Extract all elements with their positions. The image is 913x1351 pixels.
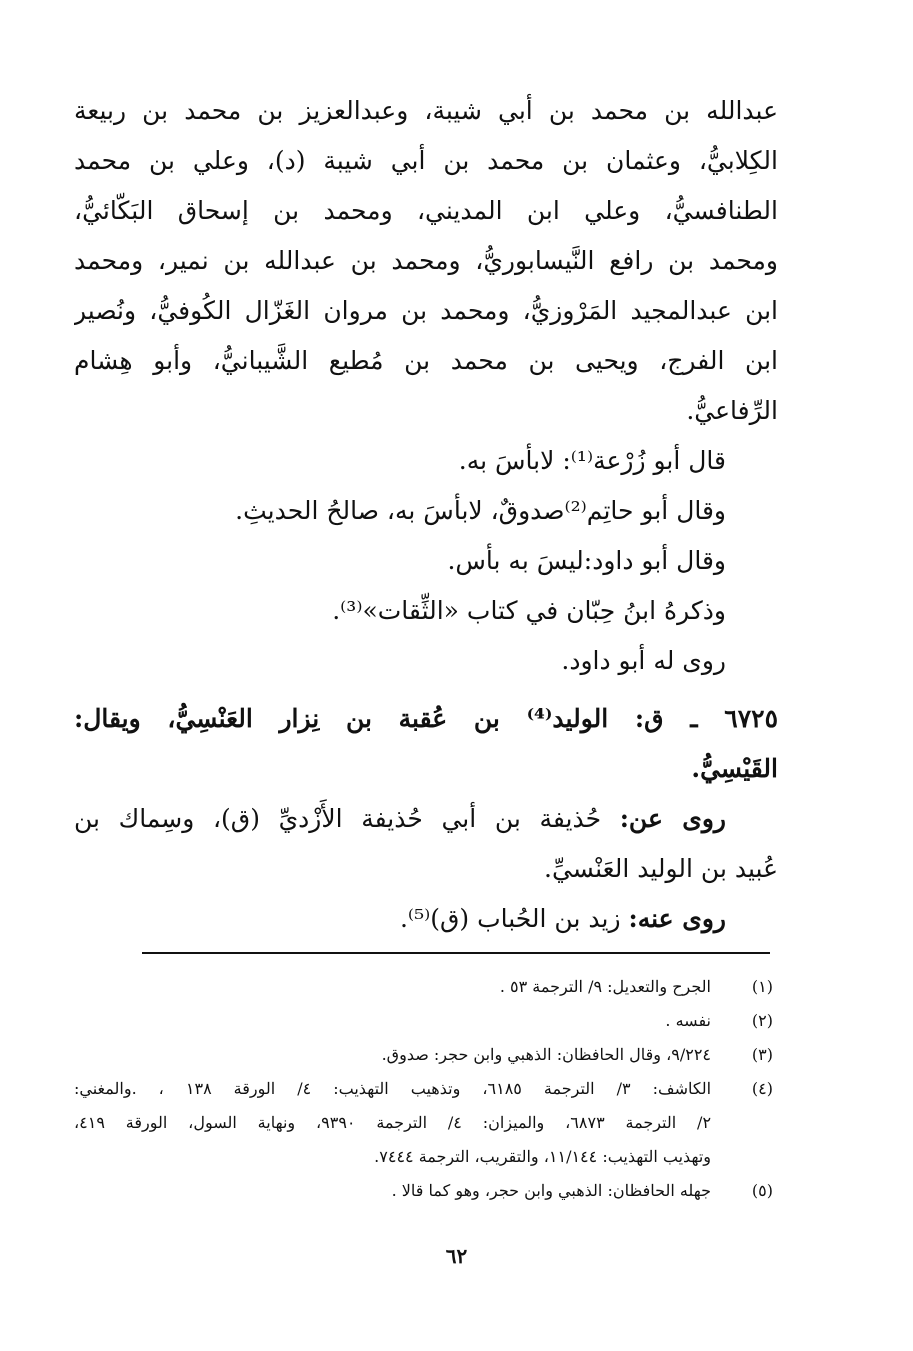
footnote-item xyxy=(74,1072,773,1106)
narrated-from-label: روى عن: xyxy=(619,804,726,833)
spacer xyxy=(74,686,778,694)
footnote-continuation: ٢/ الترجمة ٦٨٧٣، والميزان: ٤/ الترجمة ٩٣٩٠، ونهاية السول، الورقة ٤١٩، xyxy=(74,1113,712,1132)
text-line: الطنافسيُّ، وعلي ابن المديني، ومحمد بن إسحاق البَكّائيُّ، xyxy=(74,196,778,225)
footnote-text: نفسه . xyxy=(665,1011,711,1030)
saying-line: وذكرهُ ابنُ حِبّان في كتاب «الثِّقات»⁽³⁾. xyxy=(332,596,726,625)
footnotes xyxy=(74,970,773,1208)
footnote-item xyxy=(74,1004,773,1038)
narrated-from-line xyxy=(74,794,778,844)
saying-line: وقال أبو داود:ليسَ به بأس. xyxy=(447,546,726,575)
narrated-by-label: روى عنه: xyxy=(628,904,726,933)
footnote-number: (٢) xyxy=(751,1011,773,1030)
narrated-from-continuation: عُبيد بن الوليد العَنْسيِّ. xyxy=(544,854,778,883)
saying-line: قال أبو زُرْعة⁽¹⁾: لابأسَ به. xyxy=(458,446,726,475)
footnote-item xyxy=(74,970,773,1004)
footnote-divider xyxy=(142,952,770,954)
footnote-text: ٩/٢٢٤، وقال الحافظان: الذهبي وابن حجر: صدوق. xyxy=(381,1045,711,1064)
footnote-item xyxy=(74,1174,773,1208)
text-line: ابن عبدالمجيد المَرْوزيُّ، ومحمد بن مروان الغَزّال الكُوفيُّ، ونُصير xyxy=(74,296,778,325)
text-line: ومحمد بن رافع النَّيسابوريُّ، ومحمد بن عبدالله بن نمير، ومحمد xyxy=(74,246,778,275)
footnote-number: (٤) xyxy=(751,1079,773,1098)
saying-line: وقال أبو حاتِم⁽²⁾صدوقٌ، لابأسَ به، صالحُ الحديثِ. xyxy=(235,496,726,525)
narrated-by-text: زيد بن الحُباب (ق)⁽⁵⁾. xyxy=(399,904,621,933)
footnote-text: الجرح والتعديل: ٩/ الترجمة ٥٣ . xyxy=(499,977,711,996)
saying-line: روى له أبو داود. xyxy=(561,646,726,675)
footnote-text: جهله الحافظان: الذهبي وابن حجر، وهو كما قالا . xyxy=(391,1181,711,1200)
narrated-from-text: حُذيفة بن أبي حُذيفة الأَزْديِّ (ق)، وسِماك بن xyxy=(74,804,602,833)
footnote-text: الكاشف: ٣/ الترجمة ٦١٨٥، وتذهيب التهذيب: ٤/ الورقة ١٣٨ ، .والمغني: xyxy=(74,1079,711,1098)
text-line: الرِّفاعيُّ. xyxy=(686,396,778,425)
footnote-number: (١) xyxy=(751,977,773,996)
entry-heading: ٦٧٢٥ ـ ق: الوليد⁽⁴⁾ بن عُقبة بن نِزار العَنْسِيُّ، ويقال: xyxy=(74,704,778,733)
page-number: ٦٢ xyxy=(445,1244,468,1268)
footnote-number: (٥) xyxy=(751,1181,773,1200)
footnote-number: (٣) xyxy=(751,1045,773,1064)
footnote-item xyxy=(74,1038,773,1072)
entry-heading-continuation: القَيْسِيُّ. xyxy=(691,754,778,783)
text-line: ابن الفرج، ويحيى بن محمد بن مُطيع الشَّيبانيُّ، وأبو هِشام xyxy=(74,346,778,375)
text-line: عبدالله بن محمد بن أبي شيبة، وعبدالعزيز بن محمد بن ربيعة xyxy=(74,96,778,125)
narrated-by-line xyxy=(74,894,778,944)
main-text xyxy=(74,86,778,944)
text-line: الكِلابيُّ، وعثمان بن محمد بن أبي شيبة (د)، وعلي بن محمد xyxy=(74,146,778,175)
footnote-continuation: وتهذيب التهذيب: ١١/١٤٤، والتقريب، الترجمة ٧٤٤٤. xyxy=(374,1147,711,1166)
